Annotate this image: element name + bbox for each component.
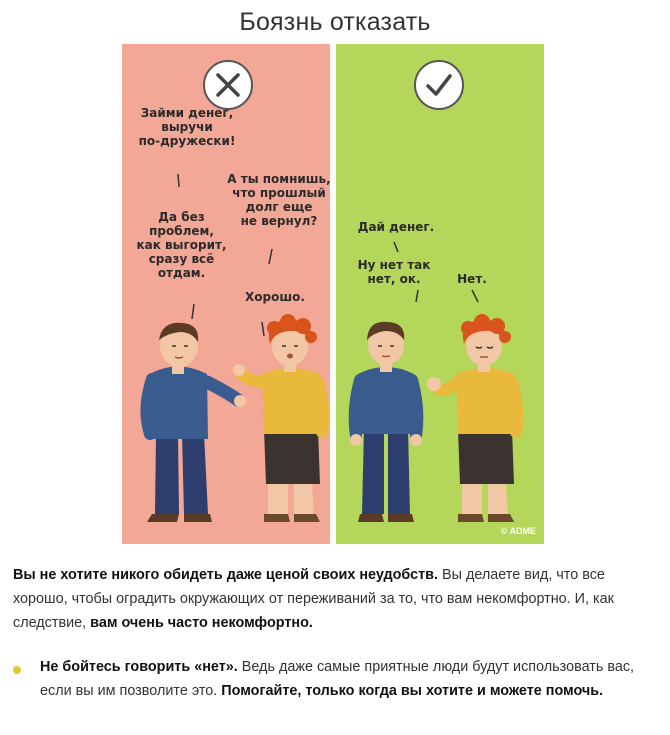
- tip-bold-2: Помогайте, только когда вы хотите и можете помочь.: [221, 683, 604, 699]
- speech-previous-debt: А ты помнишь, что прошлый долг еще не вернул?: [227, 172, 331, 228]
- watermark: © ADME: [500, 526, 536, 536]
- bullet-icon: [13, 666, 21, 674]
- comparison-illustration: [122, 44, 544, 544]
- boy-blue-left: [146, 323, 246, 522]
- boy-redhead-right: [427, 314, 517, 522]
- speech-give-money: Дай денег.: [357, 220, 435, 234]
- characters-drawing: [122, 44, 544, 544]
- tip-text-1: Ведь даже самые приятные люди будут использовать вас, если вы им позволите это.: [40, 659, 635, 699]
- page-title: Боязнь отказать: [239, 8, 431, 36]
- tip-bold-1: Не бойтесь говорить «нет».: [40, 659, 238, 675]
- tip-list-item: [40, 655, 640, 703]
- speech-borrow-money: Займи денег, выручи по-дружески!: [138, 106, 236, 148]
- speech-no: Нет.: [457, 272, 487, 286]
- description-paragraph: [13, 563, 663, 635]
- boy-blue-right: [350, 322, 422, 522]
- paragraph-text-1: Вы делаете вид, что все хорошо, чтобы оградить окружающих от переживаний за то, что вам некомфортно. И, как следствие,: [13, 567, 614, 631]
- speech-okay: Хорошо.: [245, 290, 305, 304]
- boy-redhead-left: [233, 314, 323, 522]
- speech-no-problem: Да без проблем, как выгорит, сразу всё отдам.: [136, 210, 227, 280]
- paragraph-bold-1: Вы не хотите никого обидеть даже ценой своих неудобств.: [13, 567, 438, 583]
- paragraph-bold-2: вам очень часто некомфортно.: [90, 615, 313, 631]
- speech-fine: Ну нет так нет, ок.: [357, 258, 431, 286]
